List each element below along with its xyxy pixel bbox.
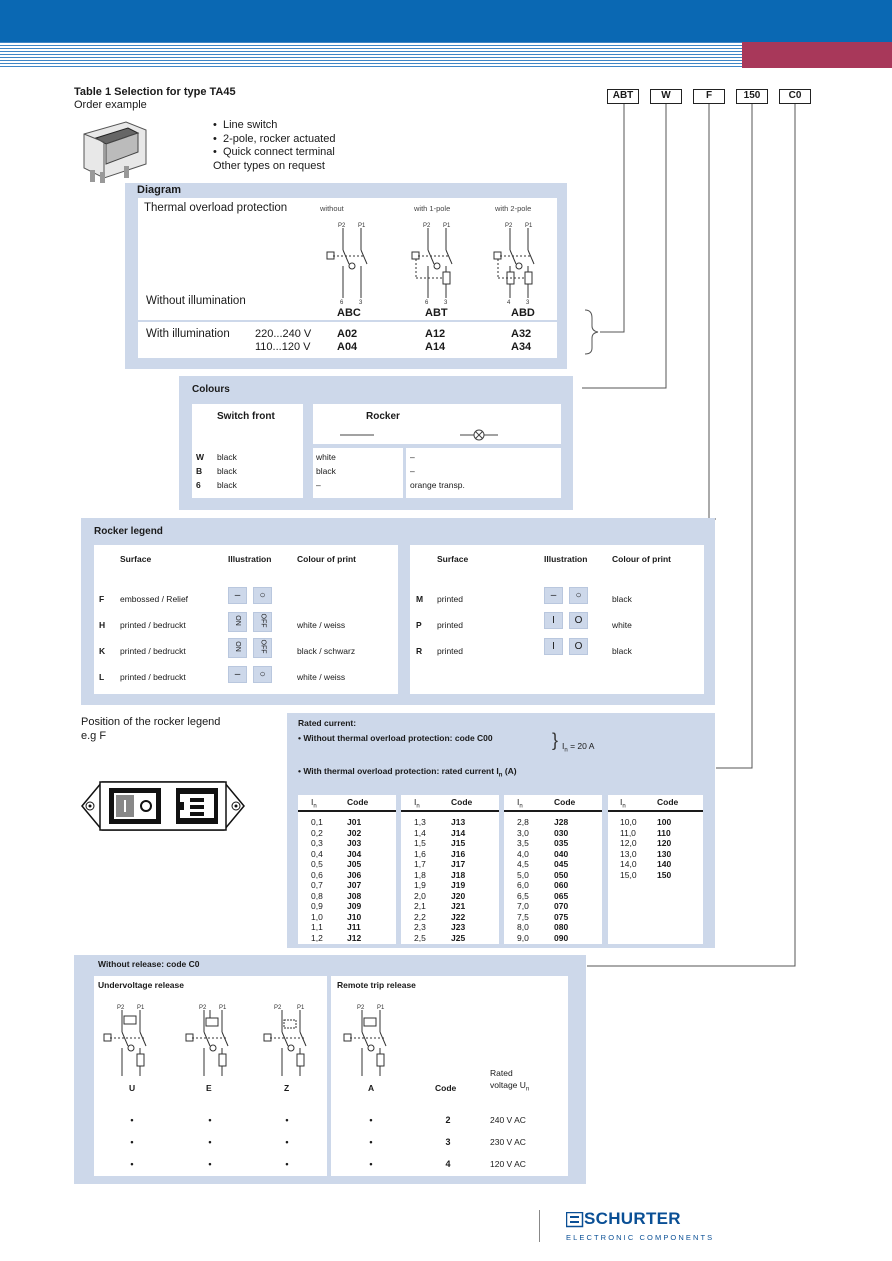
code-abd: ABD bbox=[511, 307, 535, 319]
col-in-header: $I_n$ bbox=[311, 797, 317, 810]
brace-icon: } bbox=[552, 730, 559, 750]
table-rule bbox=[504, 810, 602, 812]
legend-surface: printed bbox=[437, 594, 463, 604]
front-colour: black bbox=[217, 480, 237, 490]
current-codes: J28 030 035 040 045 050 060 065 070 075 080 090 bbox=[554, 817, 569, 943]
svg-text:P2: P2 bbox=[274, 1005, 282, 1011]
colour-code-w: W bbox=[196, 452, 205, 462]
code-abc: ABC bbox=[337, 307, 361, 319]
table-rule bbox=[608, 810, 703, 812]
col-in-header: $I_n$ bbox=[414, 797, 420, 810]
order-code-150: 150 bbox=[736, 89, 768, 104]
colours-heading: Colours bbox=[192, 384, 230, 395]
release-dot: • bbox=[337, 1134, 405, 1150]
without-thermal-line: • Without thermal overload protection: code C00 bbox=[298, 733, 493, 743]
legend-on-icon: ON bbox=[228, 612, 247, 632]
position-example: e.g F bbox=[81, 730, 107, 742]
lamp-colour-box bbox=[406, 448, 561, 498]
order-example-label: Order example bbox=[74, 99, 147, 111]
svg-text:P2: P2 bbox=[357, 1005, 365, 1011]
legend-surface: embossed / Relief bbox=[120, 594, 189, 604]
release-code: 2 bbox=[414, 1112, 482, 1128]
voltage-220-240: 220...240 V bbox=[255, 328, 312, 340]
release-code: 4 bbox=[414, 1156, 482, 1172]
release-dot: • bbox=[98, 1134, 166, 1150]
feature-list bbox=[213, 119, 335, 160]
schurter-logo-icon bbox=[566, 1212, 584, 1228]
release-dot: • bbox=[176, 1156, 244, 1172]
release-dot: • bbox=[337, 1156, 405, 1172]
release-col-z: Z bbox=[284, 1083, 290, 1093]
code-a04: A04 bbox=[337, 341, 358, 353]
table-rule bbox=[298, 810, 396, 812]
legend-surface: printed / bedruckt bbox=[120, 620, 186, 630]
schematic-without-icon bbox=[325, 222, 373, 304]
svg-text:6: 6 bbox=[340, 300, 344, 304]
legend-illustration-icon: O bbox=[569, 638, 588, 655]
release-dot: • bbox=[253, 1156, 321, 1172]
with-thermal-line: • With thermal overload protection: rated current $I_n$ (A) bbox=[298, 766, 517, 779]
release-col-u: U bbox=[129, 1083, 136, 1093]
svg-text:3: 3 bbox=[526, 300, 530, 304]
svg-text:P1: P1 bbox=[137, 1005, 145, 1011]
switch-front-label: Switch front bbox=[217, 411, 275, 422]
col-in-header: $I_n$ bbox=[620, 797, 626, 810]
release-dot: • bbox=[337, 1112, 405, 1128]
release-heading: Without release: code C0 bbox=[98, 959, 200, 969]
table-rule bbox=[401, 810, 499, 812]
svg-text:3: 3 bbox=[359, 300, 363, 304]
rated-in-value: $I_n = 20$ A bbox=[562, 741, 595, 754]
front-colour: black bbox=[217, 466, 237, 476]
current-values: 2,8 3,0 3,5 4,0 4,5 5,0 6,0 6,5 7,0 7,5 8,0 9,0 bbox=[517, 817, 529, 943]
legend-on-icon: ON bbox=[228, 638, 247, 658]
schematic-z-icon bbox=[262, 1004, 314, 1078]
current-values: 1,3 1,4 1,5 1,6 1,7 1,8 1,9 2,0 2,1 2,2 2,3 2,5 bbox=[414, 817, 426, 943]
svg-text:P2: P2 bbox=[117, 1005, 125, 1011]
release-dot: • bbox=[176, 1112, 244, 1128]
order-code-c0: C0 bbox=[779, 89, 811, 104]
other-types-note: Other types on request bbox=[213, 160, 325, 172]
release-voltage: 240 V AC bbox=[490, 1115, 526, 1125]
col-code-header: Code bbox=[451, 797, 473, 807]
code-a02: A02 bbox=[337, 328, 358, 340]
header-bar bbox=[0, 0, 892, 42]
inlet-module-image bbox=[80, 776, 246, 836]
schematic-u-icon bbox=[102, 1004, 154, 1078]
code-abt: ABT bbox=[425, 307, 448, 319]
legend-illustration-icon: – bbox=[228, 587, 247, 604]
with-illumination-label: With illumination bbox=[146, 328, 230, 340]
svg-text:P2: P2 bbox=[338, 223, 346, 229]
release-col-e: E bbox=[206, 1083, 212, 1093]
legend-illustration-icon: I bbox=[544, 612, 563, 629]
rocker-colour: – bbox=[316, 480, 321, 490]
legend-h-surface: Surface bbox=[437, 554, 469, 564]
legend-h-illustration: Illustration bbox=[544, 554, 588, 564]
release-code-label: Code bbox=[435, 1083, 457, 1093]
lamp-colour: – bbox=[410, 452, 415, 462]
code-a12: A12 bbox=[425, 328, 446, 340]
schematic-1-pole-icon bbox=[410, 222, 458, 304]
legend-off-icon: OFF bbox=[253, 612, 272, 632]
header-accent bbox=[742, 42, 892, 68]
undervoltage-heading: Undervoltage release bbox=[98, 980, 184, 990]
legend-h-illustration: Illustration bbox=[228, 554, 272, 564]
code-a14: A14 bbox=[425, 341, 446, 353]
rated-voltage-label: voltage $U_n$ bbox=[490, 1080, 530, 1093]
current-values: 0,1 0,2 0,3 0,4 0,5 0,6 0,7 0,8 0,9 1,0 1,1 1,2 bbox=[311, 817, 323, 943]
release-col-a: A bbox=[368, 1083, 375, 1093]
rocker-symbols bbox=[338, 428, 502, 442]
release-code: 3 bbox=[414, 1134, 482, 1150]
current-values: 10,0 11,0 12,0 13,0 14,0 15,0 bbox=[620, 817, 637, 880]
legend-colour: white / weiss bbox=[297, 620, 346, 630]
schematic-e-icon bbox=[184, 1004, 236, 1078]
lamp-colour: – bbox=[410, 466, 415, 476]
legend-colour: white bbox=[612, 620, 632, 630]
legend-h-colour: Colour of print bbox=[297, 554, 357, 564]
svg-text:P1: P1 bbox=[219, 1005, 227, 1011]
lamp-colour: orange transp. bbox=[410, 480, 465, 490]
col-in-header: $I_n$ bbox=[517, 797, 523, 810]
table-title: Table 1 Selection for type TA45 bbox=[74, 86, 236, 98]
legend-illustration-icon: ○ bbox=[253, 587, 272, 604]
svg-text:P2: P2 bbox=[199, 1005, 207, 1011]
feature-item: • Quick connect terminal bbox=[213, 146, 335, 158]
legend-code-p: P bbox=[416, 620, 422, 630]
schematic-a-icon bbox=[342, 1004, 394, 1078]
legend-colour: black bbox=[612, 646, 632, 656]
svg-text:P2: P2 bbox=[505, 223, 513, 229]
legend-illustration-icon: – bbox=[544, 587, 563, 604]
rated-current-heading: Rated current: bbox=[298, 718, 357, 728]
front-colour: black bbox=[217, 452, 237, 462]
legend-surface: printed bbox=[437, 620, 463, 630]
release-voltage: 120 V AC bbox=[490, 1159, 526, 1169]
legend-colour: black / schwarz bbox=[297, 646, 356, 656]
current-codes: 100 110 120 130 140 150 bbox=[657, 817, 672, 880]
order-code-f: F bbox=[693, 89, 725, 104]
col-without: without bbox=[320, 204, 344, 213]
legend-surface: printed / bedruckt bbox=[120, 672, 186, 682]
col-code-header: Code bbox=[657, 797, 679, 807]
rocker-colour: black bbox=[316, 466, 336, 476]
legend-code-h: H bbox=[99, 620, 106, 630]
svg-text:P1: P1 bbox=[443, 223, 451, 229]
legend-code-k: K bbox=[99, 646, 106, 656]
thermal-label: Thermal overload protection bbox=[144, 202, 288, 214]
legend-code-r: R bbox=[416, 646, 423, 656]
position-label: Position of the rocker legend bbox=[81, 716, 221, 728]
colour-code-6: 6 bbox=[196, 480, 201, 490]
legend-code-l: L bbox=[99, 672, 105, 682]
legend-surface: printed / bedruckt bbox=[120, 646, 186, 656]
col-code-header: Code bbox=[347, 797, 369, 807]
release-dot: • bbox=[98, 1112, 166, 1128]
current-codes: J13 J14 J15 J16 J17 J18 J19 J20 J21 J22 J23 J25 bbox=[451, 817, 466, 943]
remote-trip-heading: Remote trip release bbox=[337, 980, 416, 990]
feature-item: • 2-pole, rocker actuated bbox=[213, 132, 336, 145]
legend-colour: white / weiss bbox=[297, 672, 346, 682]
svg-text:P1: P1 bbox=[525, 223, 533, 229]
without-illumination-label: Without illumination bbox=[146, 295, 246, 307]
svg-text:3: 3 bbox=[444, 300, 448, 304]
legend-code-m: M bbox=[416, 594, 424, 604]
release-dot: • bbox=[253, 1112, 321, 1128]
brand-tagline: ELECTRONIC COMPONENTS bbox=[566, 1233, 715, 1242]
legend-code-f: F bbox=[99, 594, 105, 604]
legend-h-surface: Surface bbox=[120, 554, 152, 564]
col-1-pole: with 1-pole bbox=[414, 204, 451, 213]
voltage-110-120: 110...120 V bbox=[255, 341, 311, 353]
order-code-abt: ABT bbox=[607, 89, 639, 104]
code-a34: A34 bbox=[511, 341, 532, 353]
rocker-legend-heading: Rocker legend bbox=[94, 526, 163, 537]
release-dot: • bbox=[253, 1134, 321, 1150]
svg-text:P2: P2 bbox=[423, 223, 431, 229]
legend-colour: black bbox=[612, 594, 632, 604]
current-codes: J01 J02 J03 J04 J05 J06 J07 J08 J09 J10 J11 J12 bbox=[347, 817, 362, 943]
release-dot: • bbox=[176, 1134, 244, 1150]
svg-text:4: 4 bbox=[507, 300, 511, 304]
legend-h-colour: Colour of print bbox=[612, 554, 672, 564]
code-a32: A32 bbox=[511, 328, 532, 340]
rocker-label: Rocker bbox=[366, 411, 400, 422]
legend-illustration-icon: ○ bbox=[569, 587, 588, 604]
legend-illustration-icon: I bbox=[544, 638, 563, 655]
footer-divider bbox=[539, 1210, 540, 1242]
release-voltage: 230 V AC bbox=[490, 1137, 526, 1147]
svg-text:P1: P1 bbox=[358, 223, 366, 229]
colour-code-b: B bbox=[196, 466, 203, 476]
release-dot: • bbox=[98, 1156, 166, 1172]
switch-product-image bbox=[76, 116, 156, 184]
legend-surface: printed bbox=[437, 646, 463, 656]
svg-text:P1: P1 bbox=[297, 1005, 305, 1011]
order-code-w: W bbox=[650, 89, 682, 104]
legend-illustration-icon: – bbox=[228, 666, 247, 683]
rocker-colour: white bbox=[316, 452, 336, 462]
legend-illustration-icon: O bbox=[569, 612, 588, 629]
legend-illustration-icon: ○ bbox=[253, 666, 272, 683]
svg-text:P1: P1 bbox=[377, 1005, 385, 1011]
diagram-heading: Diagram bbox=[137, 184, 182, 196]
col-2-pole: with 2-pole bbox=[495, 204, 532, 213]
rated-voltage-label: Rated bbox=[490, 1068, 513, 1078]
schematic-2-pole-icon bbox=[492, 222, 540, 304]
svg-text:6: 6 bbox=[425, 300, 429, 304]
brand-name: SCHURTER bbox=[584, 1209, 681, 1228]
feature-item: • Line switch bbox=[213, 119, 278, 131]
legend-off-icon: OFF bbox=[253, 638, 272, 658]
col-code-header: Code bbox=[554, 797, 576, 807]
